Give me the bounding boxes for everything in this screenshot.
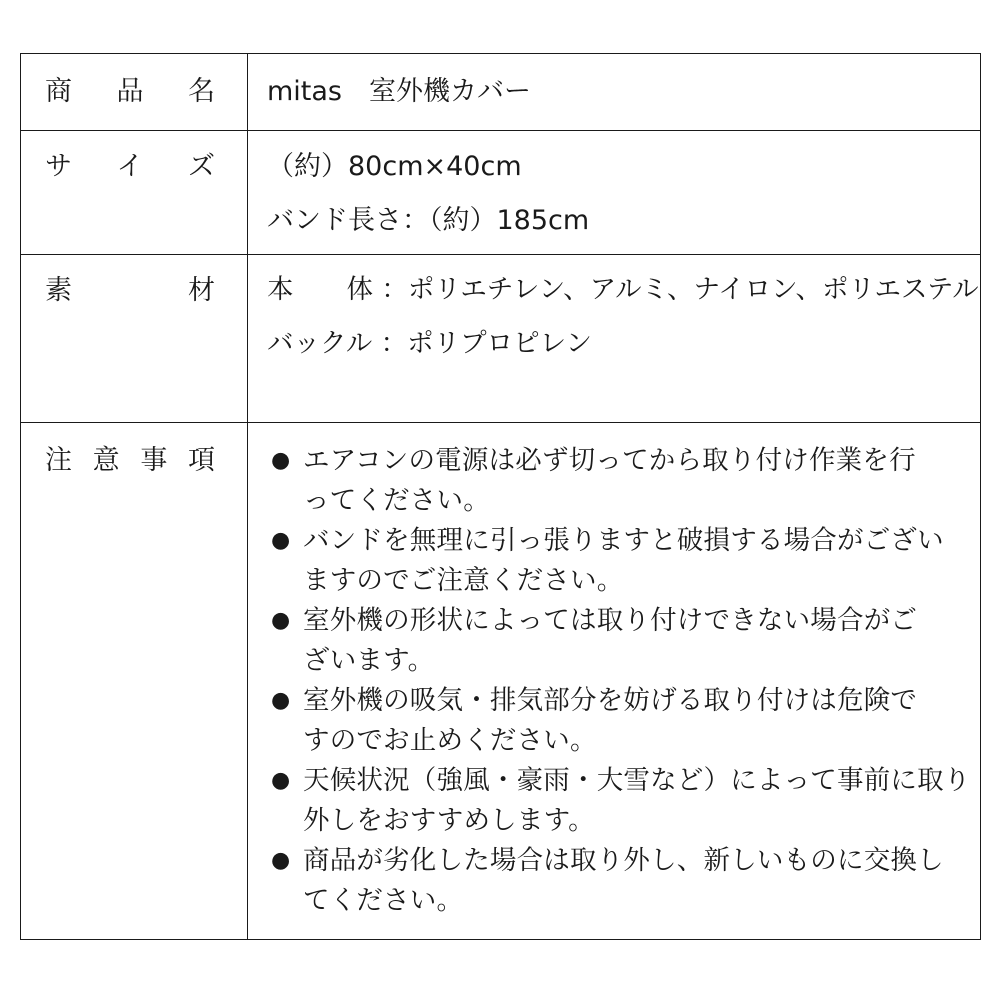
size-dimensions: （約）80cm×40cm (267, 151, 522, 182)
label-char: 名 (188, 76, 215, 107)
label-product-name (45, 78, 215, 105)
note-text: 天候状況（強風・豪雨・大雪など）によって事前に取り 外しをおすすめします。 (303, 765, 971, 836)
label-char: 事 (140, 445, 168, 476)
row-product-name (21, 54, 980, 130)
bullet-icon: ● (271, 528, 291, 553)
note-text: バンドを無理に引っ張りますと破損する場合がござい ますのでご注意ください。 (303, 525, 944, 596)
label-char: ズ (188, 151, 215, 182)
label-char: 注 (45, 445, 72, 476)
label-char: 意 (92, 445, 120, 476)
list-item (271, 441, 976, 521)
list-item (271, 601, 976, 681)
list-item (271, 521, 976, 601)
row-size (21, 130, 980, 254)
value-product-name: mitas 室外機カバー (267, 76, 532, 107)
note-text: 商品が劣化した場合は取り外し、新しいものに交換し てください。 (303, 845, 944, 916)
list-item (271, 681, 976, 761)
row-notes (21, 422, 980, 941)
label-char: 商 (45, 76, 72, 107)
label-char: サ (45, 151, 72, 182)
label-notes (45, 447, 215, 474)
bullet-icon: ● (271, 688, 291, 713)
size-band-length: バンド長さ：（約）185cm (267, 205, 590, 236)
material-buckle: バックル ：ポリプロピレン (267, 328, 592, 359)
value-material (267, 274, 979, 385)
bullet-icon: ● (271, 768, 291, 793)
label-material (45, 277, 215, 304)
row-material (21, 254, 980, 422)
list-item (271, 841, 976, 921)
material-body: 本 体 ：ポリエチレン、アルミ、ナイロン、ポリエステル (267, 274, 979, 305)
list-item (271, 761, 976, 841)
bullet-icon: ● (271, 448, 291, 473)
bullet-icon: ● (271, 848, 291, 873)
label-char: 品 (116, 76, 144, 107)
bullet-icon: ● (271, 608, 291, 633)
note-text: 室外機の吸気・排気部分を妨げる取り付けは危険で すのでお止めください。 (303, 685, 918, 756)
label-char: イ (116, 151, 144, 182)
note-text: エアコンの電源は必ず切ってから取り付け作業を行 ってください。 (303, 445, 916, 516)
spec-table (20, 53, 981, 940)
note-text: 室外機の形状によっては取り付けできない場合がご ざいます。 (303, 605, 918, 676)
notes-list (271, 441, 976, 921)
label-size (45, 153, 215, 180)
value-size (267, 153, 974, 261)
label-char: 素 (45, 275, 72, 306)
label-char: 項 (187, 445, 215, 476)
label-char: 材 (188, 275, 215, 306)
